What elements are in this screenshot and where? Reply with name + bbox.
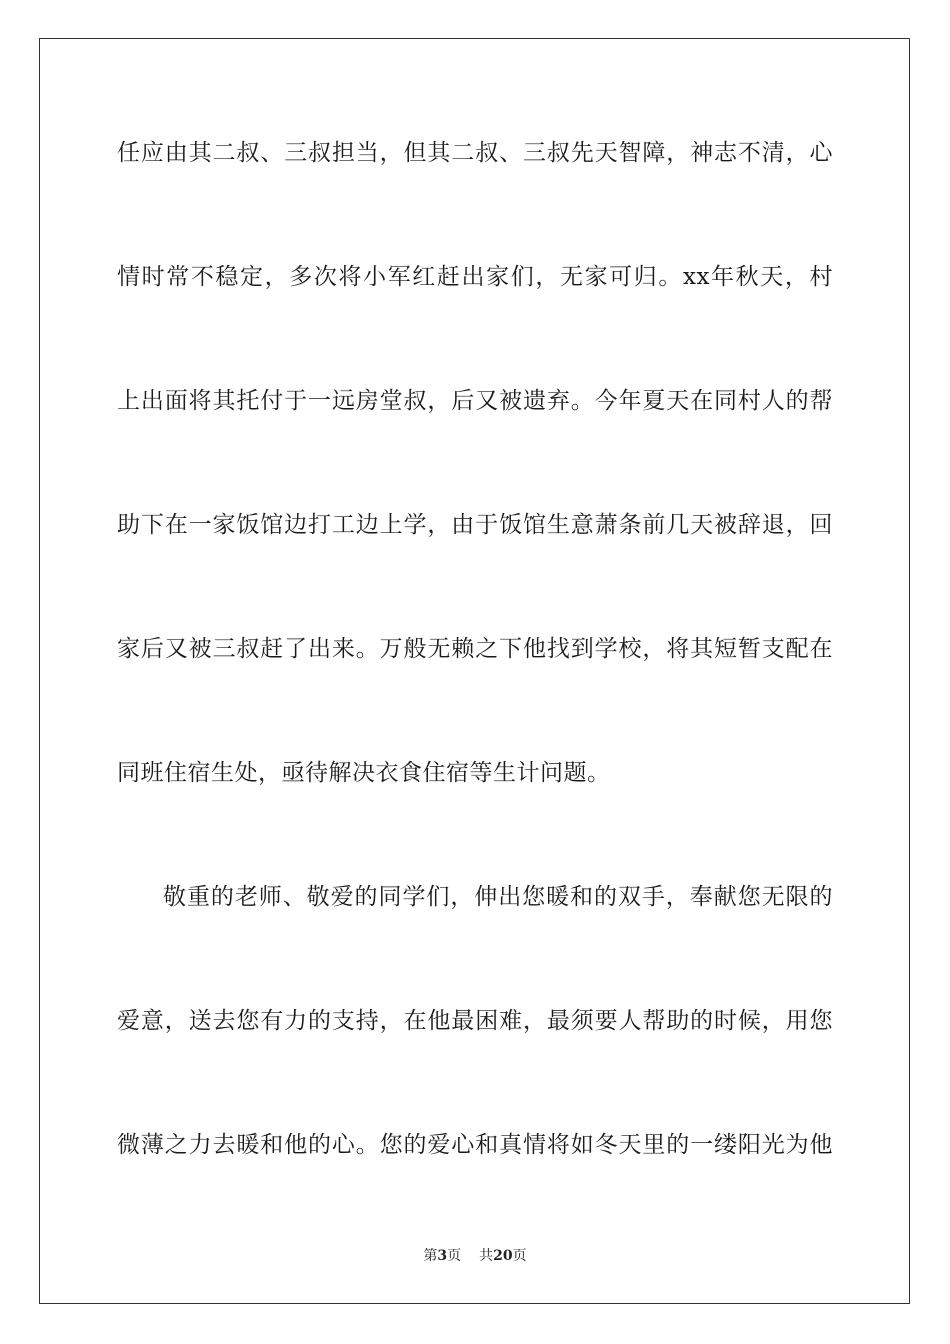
footer-total-prefix: 共 (479, 1248, 494, 1264)
body-line-9: 微薄之力去暖和他的心。您的爱心和真情将如冬天里的一缕阳光为他 (117, 1132, 833, 1158)
footer-page-suffix: 页 (447, 1248, 462, 1264)
body-line-2: 情时常不稳定，多次将小军红赶出家们，无家可归。xx年秋天，村 (117, 264, 833, 290)
body-line-8: 爱意，送去您有力的支持，在他最困难，最须要人帮助的时候，用您 (117, 1008, 833, 1034)
body-line-6: 同班住宿生处，亟待解决衣食住宿等生计问题。 (117, 760, 611, 786)
body-line-1: 任应由其二叔、三叔担当，但其二叔、三叔先天智障，神志不清，心 (117, 140, 833, 166)
body-line-3: 上出面将其托付于一远房堂叔，后又被遗弃。今年夏天在同村人的帮 (117, 388, 833, 414)
body-line-7: 敬重的老师、敬爱的同学们，伸出您暖和的双手，奉献您无限的 (163, 884, 833, 910)
body-line-5: 家后又被三叔赶了出来。万般无赖之下他找到学校，将其短暂支配在 (117, 636, 833, 662)
footer-total-pages: 20 (493, 1248, 513, 1264)
footer-prefix: 第 (423, 1248, 438, 1264)
page-footer (0, 1246, 950, 1266)
footer-page-number: 3 (437, 1248, 448, 1264)
footer-total-suffix: 页 (512, 1248, 527, 1264)
body-line-4: 助下在一家饭馆边打工边上学，由于饭馆生意萧条前几天被辞退，回 (117, 512, 833, 538)
page-border (39, 38, 910, 1304)
